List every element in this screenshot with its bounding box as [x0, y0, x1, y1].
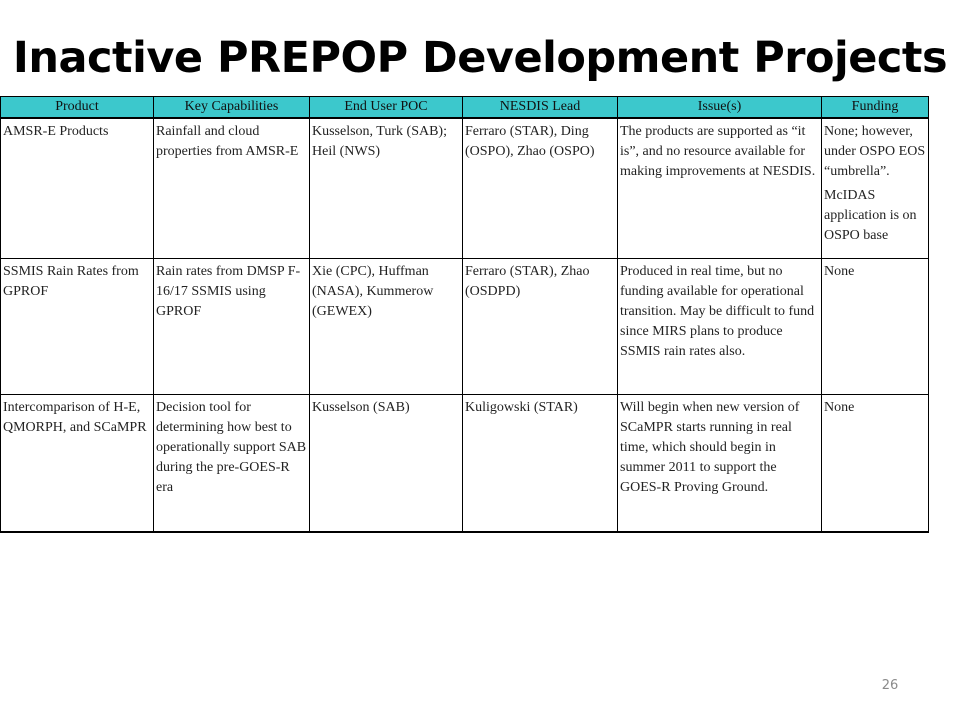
cell-funding: None: [822, 259, 929, 395]
cell-issues: Will begin when new version of SCaMPR starts running in real time, which should begin in summer 2011 to support the GOES-R Proving Ground.: [618, 395, 822, 533]
cell-product: SSMIS Rain Rates from GPROF: [1, 259, 154, 395]
funding-note: McIDAS application is on OSPO base: [824, 188, 917, 243]
header-end-user-poc: End User POC: [310, 97, 463, 119]
header-product: Product: [1, 97, 154, 119]
table-header-row: [1, 97, 929, 119]
header-funding: Funding: [822, 97, 929, 119]
cell-capabilities: Decision tool for determining how best to operationally support SAB during the pre-GOES-R era: [154, 395, 310, 533]
cell-poc: Kusselson, Turk (SAB); Heil (NWS): [310, 118, 463, 259]
cell-funding: None: [822, 395, 929, 533]
cell-funding: [822, 118, 929, 259]
slide-title: Inactive PREPOP Development Projects: [12, 33, 948, 83]
cell-poc: Xie (CPC), Huffman (NASA), Kummerow (GEWEX): [310, 259, 463, 395]
table-row: [1, 259, 929, 395]
cell-product: Intercomparison of H-E, QMORPH, and SCaMPR: [1, 395, 154, 533]
projects-table: [0, 96, 929, 533]
cell-issues: The products are supported as “it is”, and no resource available for making improvements at NESDIS.: [618, 118, 822, 259]
cell-poc: Kusselson (SAB): [310, 395, 463, 533]
header-nesdis-lead: NESDIS Lead: [463, 97, 618, 119]
cell-lead: Ferraro (STAR), Zhao (OSDPD): [463, 259, 618, 395]
cell-product: AMSR-E Products: [1, 118, 154, 259]
table-row: [1, 118, 929, 259]
table-row: [1, 395, 929, 533]
header-key-capabilities: Key Capabilities: [154, 97, 310, 119]
cell-issues: Produced in real time, but no funding available for operational transition. May be difficult to fund since MIRS plans to produce SSMIS rain rates also.: [618, 259, 822, 395]
page-number: 26: [881, 678, 899, 693]
cell-lead: Kuligowski (STAR): [463, 395, 618, 533]
funding-text: None; however, under OSPO EOS “umbrella”.: [824, 124, 926, 179]
cell-lead: Ferraro (STAR), Ding (OSPO), Zhao (OSPO): [463, 118, 618, 259]
cell-capabilities: Rain rates from DMSP F-16/17 SSMIS using GPROF: [154, 259, 310, 395]
cell-capabilities: Rainfall and cloud properties from AMSR-E: [154, 118, 310, 259]
header-issues: Issue(s): [618, 97, 822, 119]
